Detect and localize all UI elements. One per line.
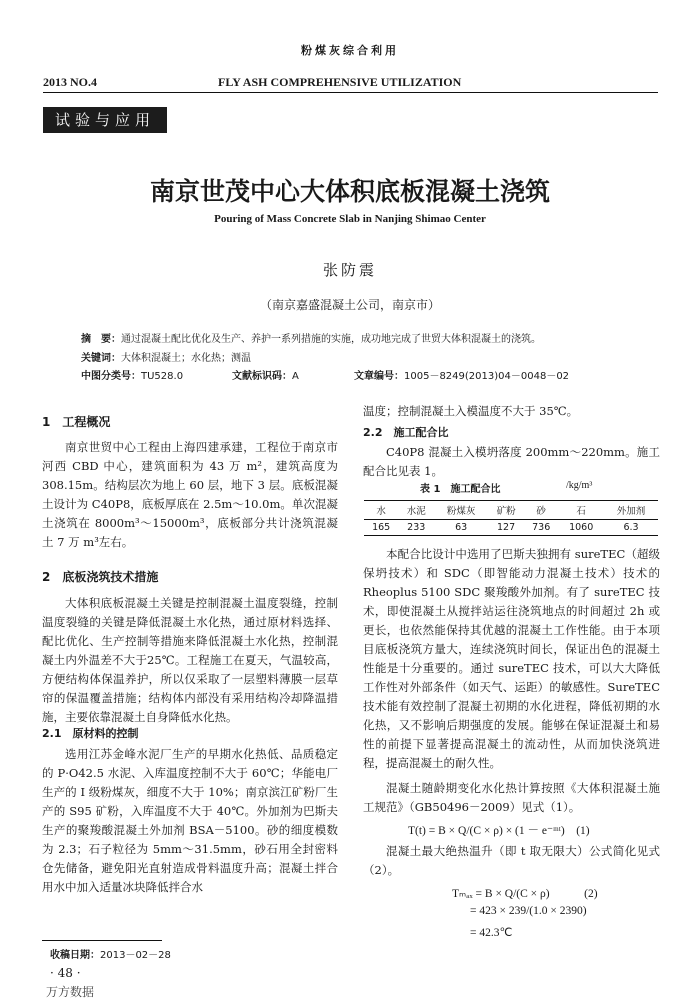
table-header-cell: 石 (576, 506, 586, 517)
table-header-cell: 矿粉 (496, 506, 516, 517)
received-value: 2013－02－28 (100, 950, 171, 961)
table-header-cell: 粉煤灰 (446, 506, 476, 517)
formula-1: T(t) = B × Q/(C × ρ) × (1 － e⁻ᵐᵗ) (1) (408, 825, 590, 837)
table-unit: /kg/m³ (566, 480, 593, 491)
table-cell: 233 (407, 522, 426, 533)
table-cell: 63 (455, 522, 468, 533)
footnote-rule (42, 940, 162, 941)
received-label: 收稿日期： (50, 950, 100, 961)
formula-4: = 42.3℃ (470, 927, 513, 939)
table-cell: 736 (532, 522, 551, 533)
table-header-cell: 水 (376, 506, 386, 517)
keywords (81, 349, 251, 364)
journal-title-en: FLY ASH COMPREHENSIVE UTILIZATION (218, 75, 462, 89)
table-cell: 1060 (569, 522, 594, 533)
mix-proportion-table (364, 500, 658, 536)
formula-2: Tₘₐₓ = B × Q/(C × ρ) (2) (452, 888, 598, 900)
table-header-cell: 外加剂 (616, 506, 646, 517)
paragraph-hydration-calc: 混凝土随龄期变化水化热计算按照《大体积混凝土施工规范》（GB50496－2009）见式（1）。 (363, 781, 660, 814)
table-header-cell: 砂 (536, 506, 546, 517)
keywords-text: 大体积混凝土；水化热；测温 (121, 353, 251, 364)
page-number: · 48 · (50, 966, 81, 980)
table-cell: 6.3 (623, 522, 639, 533)
table-header-row (364, 501, 658, 520)
paragraph-adiabatic: 混凝土最大绝热温升（即 t 取无限大）公式简化见式（2）。 (363, 844, 660, 877)
author-name: 张防震 (322, 261, 377, 279)
subsection-heading-2-2: 2.2 施工配合比 (363, 426, 449, 439)
subsection-heading-2-1: 2.1 原材料的控制 (42, 727, 139, 740)
section-heading-2: 2 底板浇筑技术措施 (42, 570, 159, 584)
abstract-text: 通过混凝土配比优化及生产、养护一系列措施的实施，成功地完成了世贸大体积混凝土的浇筑。 (121, 334, 541, 345)
article-number (354, 367, 569, 382)
table-cell: 127 (497, 522, 516, 533)
paragraph-admixture: 本配合比设计中选用了巴斯夫独拥有 sureTEC（超级保坍技术）和 SDC（即智能动力混凝土技术）技术的 Rheoplus 5100 SDC 聚羧酸外加剂。有了 sureTEC 技术，即使混凝土从搅拌站运往浇筑地点的时间超过 2h 或更长，也依然能保持其优越的混凝土工作性能。由于本项目底板浇筑方量大，连续浇筑时间长，保证出色的混凝土性能是十分重要的。通过 sureTEC 技术，可以大大降低工作性对外部条件（如天气、运距）的敏感性。SureTEC 技术能有效控制了混凝土初期的水化进程，降低初期的水化热，又不影响后期强度的发展。能够在保证混凝土和易性的前提下显著提高混凝土的流动性，从而加快浇筑进程，提高混凝土的耐久性。 (363, 547, 660, 770)
formula-3: = 423 × 239/(1.0 × 2390) (470, 905, 587, 917)
paragraph-technical-measures: 大体积底板混凝土关键是控制混凝土温度裂缝，控制温度裂缝的关键是降低混凝土水化热，通过原材料选择、配比优化、生产控制等措施来降低混凝土水化热，控制混凝土内外温差不大于25℃。工程施工在夏天，气温较高，方便结构体保温养护，所以仅采取了一层塑料薄膜一层草帘的保温覆盖措施；结构体内部没有采用结构冷却降温措施，主要依靠混凝土自身降低水化热。 (42, 596, 338, 724)
table-row (364, 520, 658, 536)
abstract-label: 摘 要： (81, 334, 121, 345)
article-no-label: 文章编号： (354, 371, 404, 382)
clc-number (81, 367, 183, 382)
table-cell: 165 (372, 522, 391, 533)
doc-code-value: A (292, 371, 299, 382)
issue-number: 2013 NO.4 (43, 75, 97, 89)
table-title: 表 1 施工配合比 (420, 484, 501, 495)
author-affiliation: （南京嘉盛混凝土公司，南京市） (259, 298, 440, 312)
keywords-label: 关键词： (81, 353, 121, 364)
paragraph-raw-materials: 选用江苏金峰水泥厂生产的早期水化热低、品质稳定的 P·O42.5 水泥、入库温度控制不大于 60℃；华能电厂生产的 I 级粉煤灰，细度不大于 10%；南京滨江矿粉厂生产的 S95 矿粉，入库温度不大于 40℃。外加剂为巴斯夫生产的聚羧酸混凝土外加剂 BSA－5100。砂的细度模数为 2.3；石子粒径为 5mm～31.5mm，砂石用全封密料仓先储备，避免阳光直射造成骨料温度升高；混凝土拌合用水中加入适量冰块降低拌合水 (42, 747, 338, 894)
paragraph-continuation: 温度；控制混凝土入模温度不大于 35℃。 (363, 404, 579, 418)
abstract (81, 330, 541, 345)
table-header-cell: 水泥 (406, 506, 426, 517)
article-title-cn: 南京世茂中心大体积底板混凝土浇筑 (149, 177, 550, 206)
paragraph-project-overview: 南京世贸中心工程由上海四建承建，工程位于南京市河西 CBD 中心，建筑面积为 43 万 m²，建筑高度为 308.15m。结构层次为地上 60 层，地下 3 层。底板混凝土设计为 C40P8，底板厚底在 2.5m～10.0m。单次混凝土浇筑在 8000m³～15000m³，底板部分共计浇筑混凝土 7 万 m³左右。 (42, 440, 338, 549)
article-no-value: 1005－8249(2013)04－0048－02 (404, 371, 570, 382)
received-date (50, 946, 171, 961)
document-code (232, 367, 299, 382)
watermark: 万方数据 (46, 985, 95, 999)
doc-code-label: 文献标识码： (232, 371, 292, 382)
clc-value: TU528.0 (141, 371, 184, 382)
section-tag: 试验与应用 (43, 107, 167, 133)
journal-title-cn: 粉煤灰综合利用 (301, 44, 399, 57)
header-rule (43, 92, 658, 93)
paragraph-mix-intro: C40P8 混凝土入模坍落度 200mm～220mm。施工配合比见表 1。 (363, 445, 660, 478)
clc-label: 中图分类号： (81, 371, 141, 382)
section-heading-1: 1 工程概况 (42, 415, 111, 429)
article-title-en: Pouring of Mass Concrete Slab in Nanjing Shimao Center (214, 213, 486, 225)
